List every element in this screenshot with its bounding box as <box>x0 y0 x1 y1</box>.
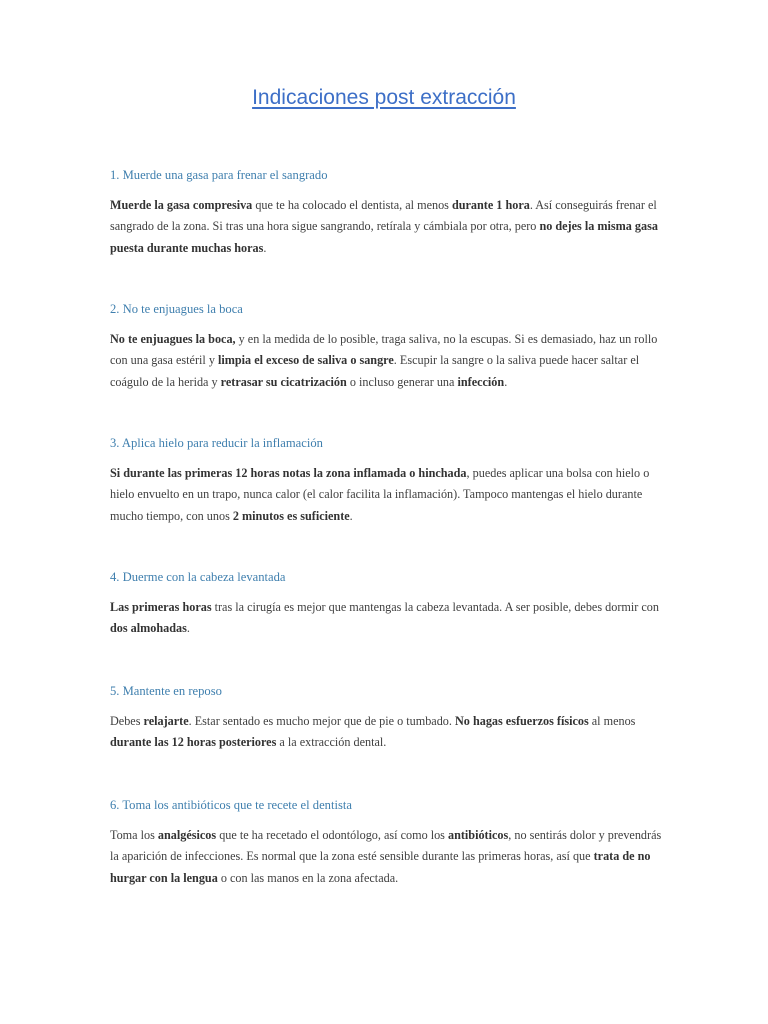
body-text: o incluso generar una <box>346 374 458 389</box>
bold-text: durante 1 hora <box>451 198 530 212</box>
section-heading: 1. Muerde una gasa para frenar el sangrado <box>110 168 328 182</box>
body-text: . Así conseguirás frenar el sangrado de la zona. Si tras una hora sigue sangrando, retírala y cámbiala por otra, pero <box>110 198 657 234</box>
section-3 <box>110 435 662 527</box>
body-text: que te ha recetado el odontólogo, así como los <box>216 828 448 842</box>
body-text: al menos <box>588 714 636 728</box>
bold-text: No te enjuagues la boca, <box>110 332 236 346</box>
body-text: a la extracción dental. <box>276 735 387 750</box>
body-text: . <box>186 621 190 636</box>
body-text: . Escupir la sangre o la saliva puede hacer saltar el coágulo de la herida y <box>110 353 640 389</box>
bold-text: no dejes la misma gasa puesta durante muchas horas <box>110 219 658 255</box>
body-text: tras la cirugía es mejor que mantengas la cabeza levantada. A ser posible, debes dormir con <box>211 600 659 614</box>
bold-text: Las primeras horas <box>110 600 212 614</box>
section-body <box>110 463 662 527</box>
section-5 <box>110 683 662 754</box>
body-text: Toma los <box>110 828 158 842</box>
section-heading: 5. Mantente en reposo <box>110 684 222 698</box>
section-body <box>110 195 662 259</box>
body-text: y en la medida de lo posible, traga saliva, no la escupas. Si es demasiado, haz un rollo con una gasa estéril y <box>110 332 658 368</box>
bold-text: No hagas esfuerzos físicos <box>455 714 589 728</box>
section-body <box>110 329 662 393</box>
section-body <box>110 597 662 640</box>
body-text: . <box>349 508 353 523</box>
bold-text: dos almohadas <box>110 621 187 636</box>
body-text: , puedes aplicar una bolsa con hielo o hielo envuelto en un trapo, nunca calor (el calor facilita la inflamación). Tampoco mantengas el hielo durante mucho tiempo, con unos <box>110 466 650 523</box>
body-text: . <box>504 374 508 389</box>
document-title: Indicaciones post extracción <box>252 86 516 109</box>
body-text: . Estar sentado es mucho mejor que de pie o tumbado. <box>188 714 455 728</box>
section-1 <box>110 167 662 259</box>
body-text: o con las manos en la zona afectada. <box>217 870 399 885</box>
bold-text: Muerde la gasa compresiva <box>110 198 253 212</box>
bold-text: limpia el exceso de saliva o sangre <box>217 353 394 368</box>
body-text: . <box>263 240 267 255</box>
section-heading: 6. Toma los antibióticos que te recete el dentista <box>110 798 352 812</box>
bold-text: antibióticos <box>447 828 509 842</box>
bold-text: relajarte <box>143 714 189 728</box>
bold-text: durante las 12 horas posteriores <box>110 735 277 750</box>
body-text: , no sentirás dolor y prevendrás la aparición de infecciones. Es normal que la zona esté sensible durante las primeras horas, así que <box>110 828 662 864</box>
bold-text: Si durante las primeras 12 horas notas la zona inflamada o hinchada <box>110 466 467 480</box>
bold-text: trata de no hurgar con la lengua <box>110 849 651 885</box>
section-6 <box>110 797 662 889</box>
section-2 <box>110 301 662 393</box>
bold-text: infección <box>457 374 505 389</box>
section-body <box>110 825 662 889</box>
section-heading: 2. No te enjuagues la boca <box>110 302 243 316</box>
section-body <box>110 711 662 754</box>
body-text: Debes <box>110 714 144 728</box>
bold-text: analgésicos <box>157 828 217 842</box>
body-text: que te ha colocado el dentista, al menos <box>252 198 452 212</box>
bold-text: 2 minutos es suficiente <box>232 508 350 523</box>
section-4 <box>110 569 662 640</box>
section-heading: 4. Duerme con la cabeza levantada <box>110 570 286 584</box>
section-heading: 3. Aplica hielo para reducir la inflamación <box>110 436 323 450</box>
bold-text: retrasar su cicatrización <box>220 374 347 389</box>
